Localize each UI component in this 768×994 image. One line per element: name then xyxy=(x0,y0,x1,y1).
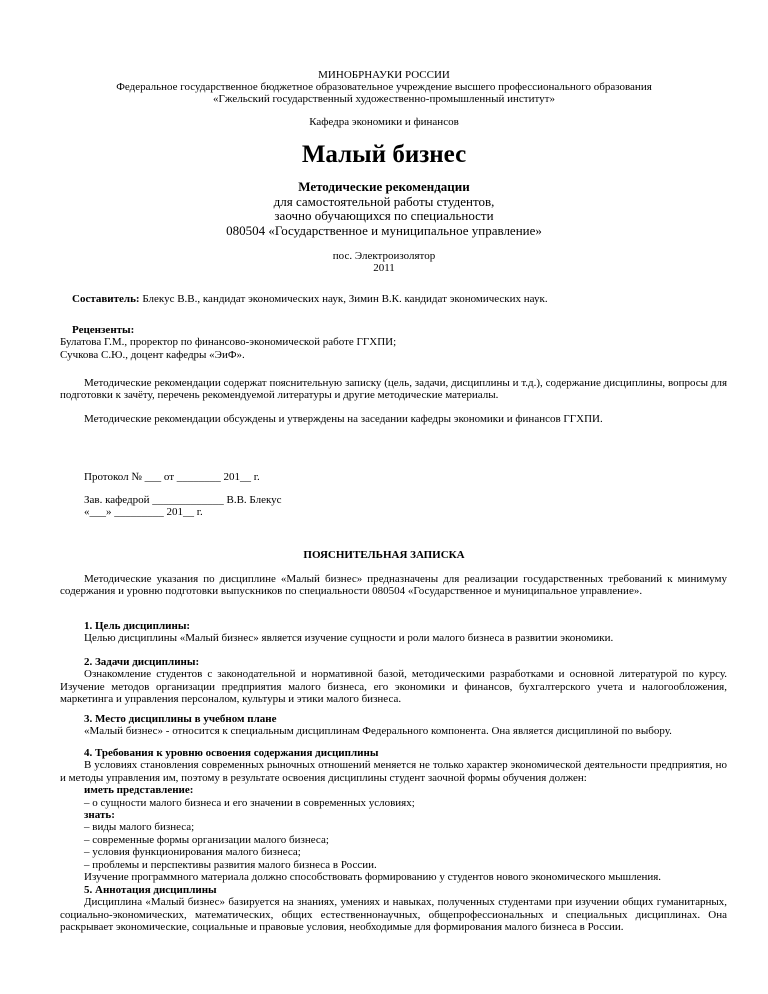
subtitle-line-3: 080504 «Государственное и муниципальное управление» xyxy=(226,222,542,238)
know-item-1: – виды малого бизнеса; xyxy=(84,821,195,834)
section-4-heading: 4. Требования к уровню освоения содержания дисциплины xyxy=(84,747,379,759)
section-2 xyxy=(60,656,727,706)
section-1-text: Целью дисциплины «Малый бизнес» является изучение сущности и роли малого бизнеса в развитии экономики. xyxy=(84,632,614,645)
university-line-2: «Гжельский государственный художественно-промышленный институт» xyxy=(213,93,555,105)
know-item-3: – условия функционирования малого бизнеса; xyxy=(84,846,301,859)
section-2-heading: 2. Задачи дисциплины: xyxy=(84,656,200,668)
place-line: пос. Электроизолятор xyxy=(332,250,436,262)
compiler-label: Составитель: xyxy=(72,293,140,305)
reviewer-2: Сучкова С.Ю., доцент кафедры «ЭиФ». xyxy=(60,349,245,361)
university-line-1: Федеральное государственное бюджетное образовательное учреждение высшего профессионального образования xyxy=(116,81,652,93)
section-3-heading: 3. Место дисциплины в учебном плане xyxy=(84,713,277,725)
compiler-text: Блекус В.В., кандидат экономических наук, Зимин В.К. кандидат экономических наук. xyxy=(139,293,548,305)
section-3 xyxy=(84,713,727,738)
year-line: 2011 xyxy=(373,262,395,274)
department-line: Кафедра экономики и финансов xyxy=(309,116,459,128)
section-4-lists xyxy=(60,784,727,883)
subtitle-bold: Методические рекомендации xyxy=(298,179,470,194)
head-of-department-line: Зав. кафедрой _____________ В.В. Блекус xyxy=(84,494,282,506)
intro-paragraph-2: Методические рекомендации обсуждены и утверждены на заседании кафедры экономики и финансов ГГХПИ. xyxy=(84,413,603,425)
note-title: ПОЯСНИТЕЛЬНАЯ ЗАПИСКА xyxy=(303,549,465,561)
section-1-heading: 1. Цель дисциплины: xyxy=(84,620,191,632)
have-idea-label: иметь представление: xyxy=(84,784,194,797)
intro-paragraph-1: Методические рекомендации содержат пояснительную записку (цель, задачи, дисциплины и т.д.), содержание дисциплины, вопросы для подготовки к зачёту, перечень рекомендуемой литературы и другие методические материалы. xyxy=(60,377,727,402)
protocol-line: Протокол № ___ от ________ 201__ г. xyxy=(84,471,260,483)
ministry-line: МИНОБРНАУКИ РОССИИ xyxy=(318,69,450,81)
section-1 xyxy=(84,620,727,645)
date-blank-line: «___» _________ 201__ г. xyxy=(84,506,203,518)
compiler-line xyxy=(72,293,727,305)
section-4-text: В условиях становления современных рыночных отношений меняется не только характер экономической деятельности предприятия, но и методы управления им, поэтому в результате освоения дисциплины студент заочной формы обучения должен: xyxy=(60,759,727,784)
section-5-text: Дисциплина «Малый бизнес» базируется на знаниях, умениях и навыках, полученных студентами при изучении общих гуманитарных, социально-экономических, математических, общих естественнонаучных, общепрофессиональных и специальных дисциплинах. Она раскрывает экономические, социальные и правовые условия, необходимые для формирования малого бизнеса в России. xyxy=(60,896,727,934)
document-title: Малый бизнес xyxy=(301,141,467,168)
know-item-2: – современные формы организации малого бизнеса; xyxy=(84,833,329,846)
section-3-text: «Малый бизнес» - относится к специальным дисциплинам Федерального компонента. Она является дисциплиной по выбору. xyxy=(84,725,672,738)
section-4 xyxy=(60,747,727,883)
section-5 xyxy=(60,884,727,934)
know-label: знать: xyxy=(84,809,115,822)
section-4-closing: Изучение программного материала должно способствовать формированию у студентов нового экономического мышления. xyxy=(84,871,662,884)
subtitle-line-1: для самостоятельной работы студентов, xyxy=(273,193,495,209)
section-5-heading: 5. Аннотация дисциплины xyxy=(84,884,217,896)
subtitle-line-2: заочно обучающихся по специальности xyxy=(274,208,494,223)
section-2-text: Ознакомление студентов с законодательной и нормативной базой, методическими разработками и основной литературой по курсу. Изучение методов организации предприятия малого бизнеса, его экономики и финансов, бухгалтерского учета и налогообложения, маркетинга и управления персоналом, культуры и этики малого бизнеса. xyxy=(60,668,727,706)
reviewer-1: Булатова Г.М., проректор по финансово-экономической работе ГГХПИ; xyxy=(60,336,397,348)
subtitle-block xyxy=(60,180,708,238)
know-item-4: – проблемы и перспективы развития малого бизнеса в России. xyxy=(84,858,377,871)
note-intro-paragraph: Методические указания по дисциплине «Малый бизнес» предназначены для реализации государственных требований к минимуму содержания и уровню подготовки выпускников по специальности 080504 «Государственное и муниципальное управление». xyxy=(60,573,727,598)
reviewers-label: Рецензенты: xyxy=(72,324,135,336)
have-idea-item-1: – о сущности малого бизнеса и его значении в современных условиях; xyxy=(84,796,415,809)
